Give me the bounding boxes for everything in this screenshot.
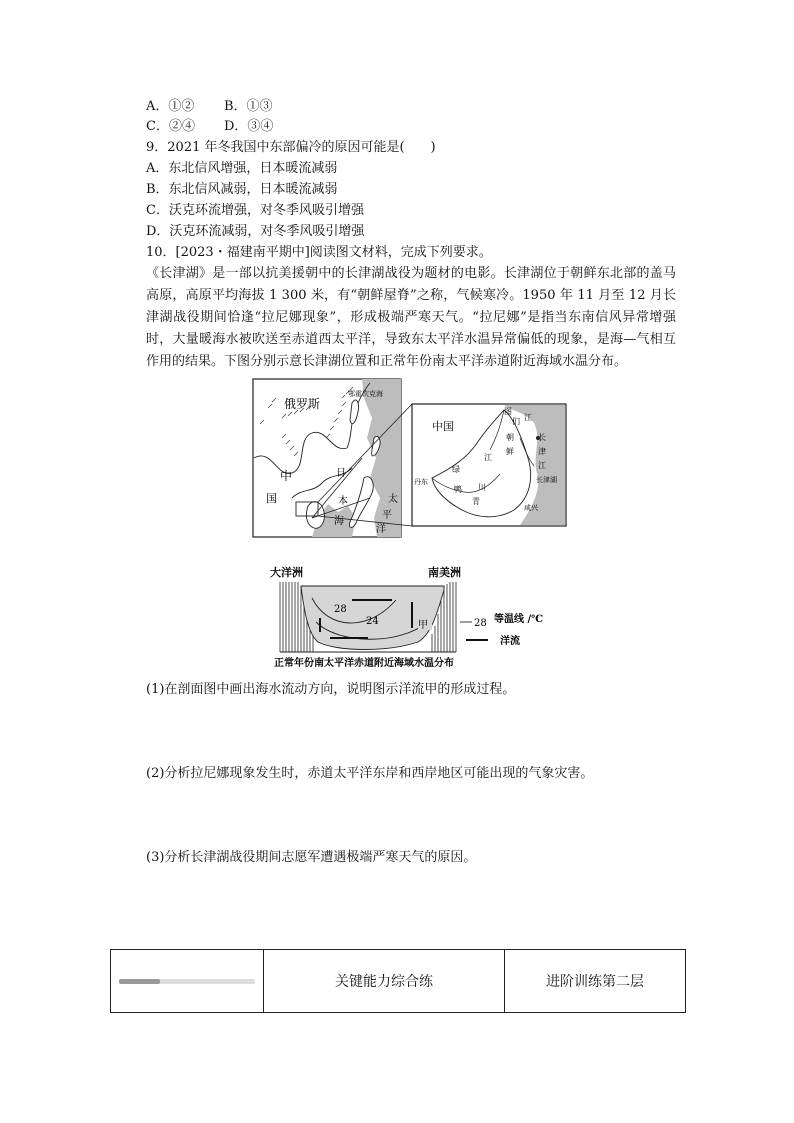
label-pacific-yang: 洋 — [376, 524, 386, 535]
label-inset-lake: 长津湖 — [536, 476, 557, 484]
profile-left-label: 大洋洲 — [270, 566, 303, 579]
progress-bar — [119, 979, 255, 984]
label-inset-dandong: 丹东 — [414, 478, 428, 486]
ocean-temperature-profile — [268, 560, 568, 672]
label-pacific-tai: 太 — [388, 494, 398, 505]
label-inset-chao: 朝 — [506, 433, 514, 442]
current-jia-label: 甲 — [418, 620, 428, 631]
label-inset-qing: 青 — [472, 497, 480, 506]
banner-progress-cell — [111, 950, 264, 1012]
q10-sub3: (3)分析长津湖战役期间志愿军遭遇极端严寒天气的原因。 — [146, 850, 477, 865]
banner-center: 关键能力综合练 — [264, 950, 505, 1012]
label-inset-ya: 鸭 — [454, 485, 462, 494]
label-china-zhong: 中 — [280, 469, 293, 483]
q8-option-d: D．③④ — [224, 119, 274, 134]
label-inset-jiang2: 江 — [538, 461, 546, 470]
banner-right: 进阶训练第二层 — [546, 974, 644, 990]
legend-isotherm: 等温线 /℃ — [494, 614, 544, 625]
profile-right-label: 南美洲 — [428, 566, 461, 579]
legend-iso-value: 28 — [474, 618, 487, 629]
q9-stem: 9．2021 年冬我国中东部偏冷的原因可能是( ) — [146, 140, 436, 155]
q10-material: 《长津湖》是一部以抗美援朝中的长津湖战役为题材的电影。长津湖位于朝鲜东北部的盖马高原，高原平均海拔 1 300 米，有“朝鲜屋脊”之称，气候寒冷。1950 年 11 月至 12 月长津湖战役期间恰逢“拉尼娜现象”，形成极端严寒天气。“拉尼娜”是指当东南信风异常增强时，大量暖海水被吹送至赤道西太平洋，导致东太平洋水温异常偏低的现象，是海—气相互作用的结果。下图分别示意长津湖位置和正常年份南太平洋赤道附近海域水温分布。 — [146, 266, 676, 369]
label-sea-hai: 海 — [334, 516, 344, 527]
label-inset-jin: 津 — [538, 447, 546, 456]
progress-fill — [119, 979, 160, 984]
label-inset-china: 中国 — [432, 420, 454, 433]
label-japan-ri: 日 — [336, 468, 346, 479]
label-inset-men: 们 — [512, 417, 520, 426]
isotherm-28-label: 28 — [334, 604, 347, 615]
q9-option-b: B．东北信风减弱，日本暖流减弱 — [146, 182, 338, 197]
label-china-guo: 国 — [266, 492, 277, 505]
q9-option-c: C．沃克环流增强，对冬季风吸引增强 — [146, 203, 364, 218]
legend-current: 洋流 — [500, 636, 520, 647]
q8-option-c: C．②④ — [146, 119, 195, 134]
label-inset-lv: 绿 — [452, 465, 460, 474]
q10-stem: 10．[2023・福建南平期中]阅读图文材料，完成下列要求。 — [146, 245, 492, 260]
label-inset-jiang1: 江 — [524, 413, 532, 422]
label-pacific-ping: 平 — [382, 510, 392, 521]
isotherm-24-label: 24 — [366, 616, 379, 627]
q8-option-a: A．①② — [146, 99, 195, 114]
q8-option-b: B．①③ — [224, 99, 273, 114]
changjin-lake-location-map — [252, 378, 568, 540]
label-okhotsk: 鄂霍次克海 — [348, 390, 383, 398]
label-russia: 俄罗斯 — [284, 397, 321, 411]
q9-option-a: A．东北信风增强，日本暖流减弱 — [146, 161, 338, 176]
profile-caption: 正常年份南太平洋赤道附近海域水温分布 — [274, 658, 454, 669]
label-japan-ben: 本 — [338, 496, 348, 507]
q10-sub2: (2)分析拉尼娜现象发生时，赤道太平洋东岸和西岸地区可能出现的气象灾害。 — [146, 766, 594, 781]
label-inset-jiang3: 江 — [484, 453, 492, 462]
label-inset-xian: 鲜 — [506, 447, 514, 456]
label-inset-chuan: 川 — [478, 483, 486, 492]
label-inset-xianxing: 咸兴 — [524, 504, 538, 512]
q10-sub1: (1)在剖面图中画出海水流动方向，说明图示洋流甲的形成过程。 — [146, 682, 516, 697]
label-inset-chang: 长 — [538, 433, 546, 442]
q9-option-d: D．沃克环流减弱，对冬季风吸引增强 — [146, 224, 365, 239]
label-inset-tu: 图 — [504, 407, 512, 416]
section-banner — [110, 949, 686, 1013]
